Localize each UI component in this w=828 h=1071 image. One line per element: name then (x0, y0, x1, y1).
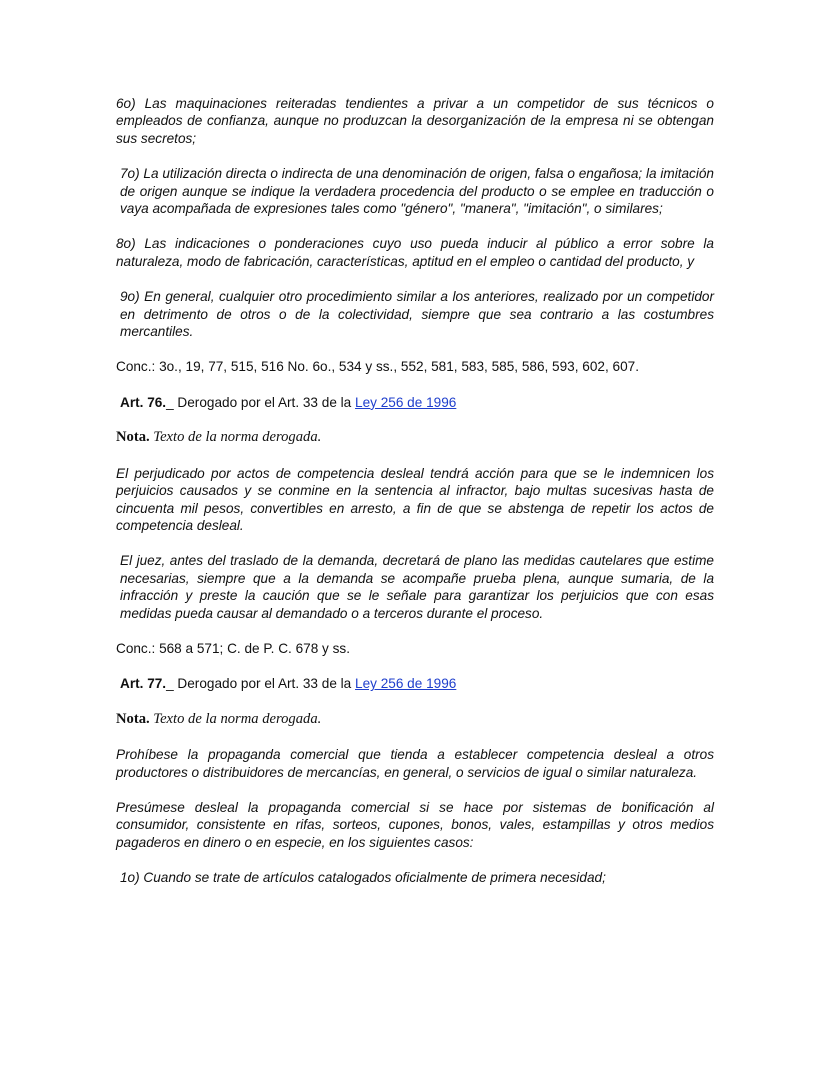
article-77-note (116, 711, 714, 728)
note-text: Texto de la norma derogada. (149, 710, 322, 727)
article-76-paragraph-1: El perjudicado por actos de competencia desleal tendrá acción para que se le indemnicen los perjuicios causados y se conmine en la sentencia al infractor, bajo multas sucesivas hasta de cincuenta mil pesos, convertibles en arresto, a fin de que se abstenga de repetir los actos de competencia desleal. (116, 465, 714, 533)
article-76-heading (116, 394, 714, 411)
paragraph-8o: 8o) Las indicaciones o ponderaciones cuyo uso pueda inducir al público a error sobre la naturaleza, modo de fabricación, características, aptitud en el empleo o cantidad del producto, y (116, 236, 714, 269)
note-text: Texto de la norma derogada. (149, 429, 322, 446)
article-77-derogation-text: _ Derogado por el Art. 33 de la (166, 676, 356, 692)
article-76-note (116, 429, 714, 446)
paragraph-9o: 9o) En general, cualquier otro procedimiento similar a los anteriores, realizado por un competidor en detrimento de otros o de la colectividad, siempre que sea contrario a las costumbres mercantiles. (120, 289, 714, 340)
article-76-derogation-text: _ Derogado por el Art. 33 de la (166, 394, 356, 410)
article-77-heading (116, 675, 714, 692)
paragraph-7o: 7o) La utilización directa o indirecta de una denominación de origen, falsa o engañosa; la imitación de origen aunque se indique la verdadera procedencia del producto o se emplee en traducción o vaya acompañada de expresiones tales como "género", "manera", "imitación", o similares; (120, 166, 714, 217)
article-77-paragraph-1: Prohíbese la propaganda comercial que tienda a establecer competencia desleal a otros productores o distribuidores de mercancías, en general, o servicios de igual o similar naturaleza. (116, 747, 714, 780)
paragraph-6o: 6o) Las maquinaciones reiteradas tendientes a privar a un competidor de sus técnicos o empleados de confianza, aunque no produzcan la desorganización de la empresa ni se obtengan sus secretos; (116, 96, 714, 146)
article-76-number: Art. 76. (120, 394, 167, 410)
article-77-paragraph-2: Presúmese desleal la propaganda comercial si se hace por sistemas de bonificación al consumidor, consistente en rifas, sorteos, cupones, bonos, vales, estampillas y otros medios pagaderos en dinero o en especie, en los siguientes casos: (116, 799, 714, 850)
note-label: Nota. (116, 710, 150, 727)
concordance-art-75: Conc.: 3o., 19, 77, 515, 516 No. 6o., 534 y ss., 552, 581, 583, 585, 586, 593, 602, 607. (116, 359, 639, 375)
article-76-paragraph-2: El juez, antes del traslado de la demanda, decretará de plano las medidas cautelares que estime necesarias, siempre que a la demanda se acompañe prueba plena, aunque sumaria, de la infracción y preste la caución que se le señale para garantizar los perjuicios que con esas medidas pueda causar al demandado o a terceros durante el proceso. (120, 553, 714, 621)
ley-256-link-art-77[interactable]: Ley 256 de 1996 (355, 676, 457, 692)
article-77-item-1o: 1o) Cuando se trate de artículos catalogados oficialmente de primera necesidad; (120, 870, 606, 886)
article-77-number: Art. 77. (120, 676, 167, 692)
document-page (116, 95, 714, 905)
ley-256-link-art-76[interactable]: Ley 256 de 1996 (355, 394, 457, 410)
note-label: Nota. (116, 429, 150, 446)
concordance-art-76: Conc.: 568 a 571; C. de P. C. 678 y ss. (116, 640, 351, 656)
